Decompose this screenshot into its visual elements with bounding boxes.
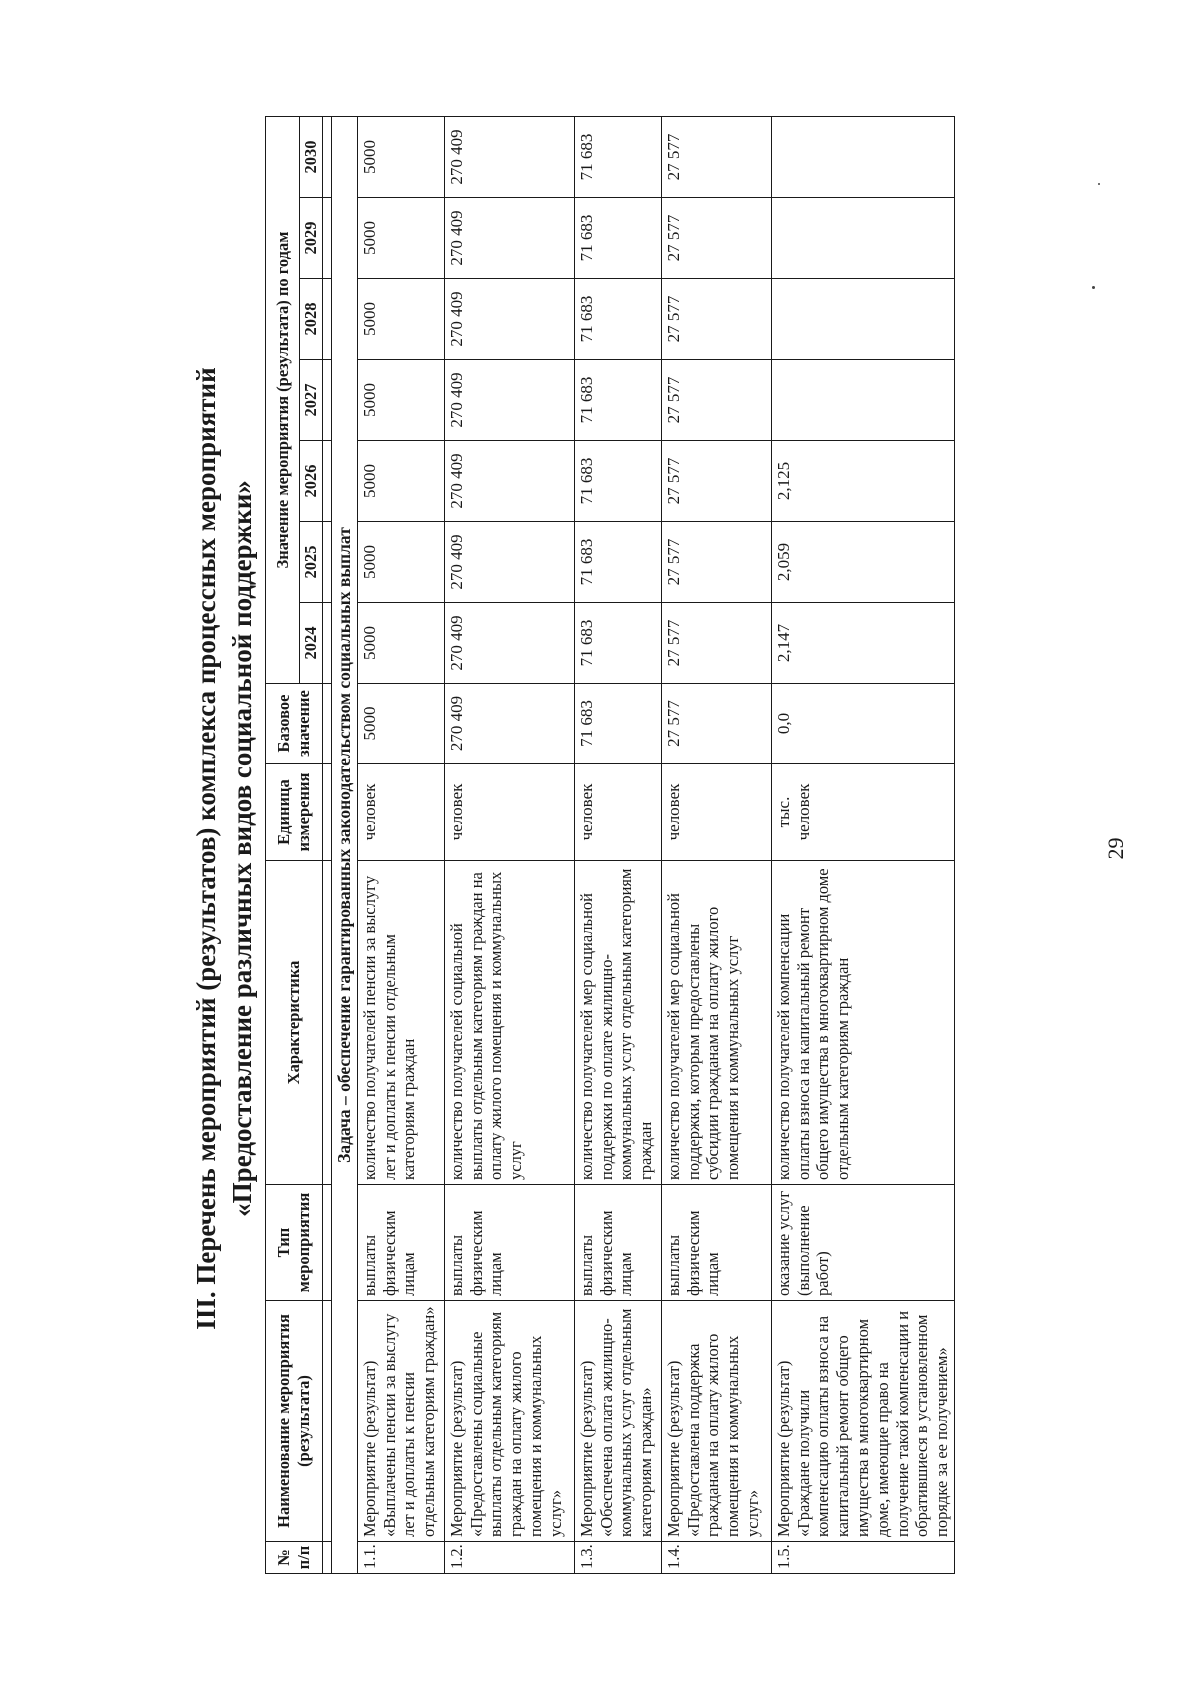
row-year-value bbox=[771, 116, 954, 197]
measures-table bbox=[265, 116, 955, 1574]
empty-cell bbox=[322, 360, 331, 441]
empty-cell bbox=[322, 684, 331, 764]
row-year-value: 71 683 bbox=[574, 360, 661, 441]
row-year-value: 5000 bbox=[357, 522, 444, 603]
row-type: выплаты физическим лицам bbox=[574, 1185, 661, 1301]
row-name: Мероприятие (результат) «Предоставлена поддержка гражданам на оплату жилого помещения и коммунальных услуг» bbox=[661, 1301, 771, 1542]
row-year-value: 71 683 bbox=[574, 441, 661, 522]
row-year-value: 71 683 bbox=[574, 279, 661, 360]
scan-speck bbox=[1092, 286, 1095, 289]
table-row bbox=[357, 116, 444, 1573]
row-name: Мероприятие (результат) «Обеспечена оплата жилищно-коммунальных услуг отдельным категориям граждан» bbox=[574, 1301, 661, 1542]
task-row bbox=[331, 116, 357, 1573]
row-number: 1.3. bbox=[574, 1542, 661, 1574]
page-subtitle: «Предоставление различных видов социальной поддержки» bbox=[227, 480, 257, 1217]
header-name: Наименование мероприятия (результата) bbox=[266, 1301, 323, 1542]
empty-cell bbox=[322, 603, 331, 684]
header-year: 2024 bbox=[300, 603, 323, 684]
header-year: 2029 bbox=[300, 198, 323, 279]
empty-cell bbox=[322, 764, 331, 861]
row-number: 1.5. bbox=[771, 1542, 954, 1574]
row-base-value: 0,0 bbox=[771, 684, 954, 764]
row-number: 1.1. bbox=[357, 1542, 444, 1574]
row-year-value: 27 577 bbox=[661, 116, 771, 197]
header-type: Тип мероприятия bbox=[266, 1185, 323, 1301]
row-characteristic: количество получателей пенсии за выслугу лет и доплаты к пенсии отдельным категориям граждан bbox=[357, 861, 444, 1185]
row-type: оказание услуг (выполнение работ) bbox=[771, 1185, 954, 1301]
row-year-value: 270 409 bbox=[444, 198, 574, 279]
header-base-value: Базовое значение bbox=[266, 684, 323, 764]
header-values-by-year: Значение мероприятия (результата) по годам bbox=[266, 116, 300, 683]
row-unit: человек bbox=[444, 764, 574, 861]
empty-cell bbox=[322, 198, 331, 279]
row-type: выплаты физическим лицам bbox=[444, 1185, 574, 1301]
row-year-value: 71 683 bbox=[574, 603, 661, 684]
row-type: выплаты физическим лицам bbox=[661, 1185, 771, 1301]
row-year-value: 27 577 bbox=[661, 441, 771, 522]
row-unit: человек bbox=[357, 764, 444, 861]
row-base-value: 5000 bbox=[357, 684, 444, 764]
row-year-value: 27 577 bbox=[661, 603, 771, 684]
row-year-value: 27 577 bbox=[661, 198, 771, 279]
empty-cell bbox=[322, 522, 331, 603]
row-characteristic: количество получателей мер социальной поддержки, которым предоставлены субсидии гражданам на оплату жилого помещения и коммунальных услуг bbox=[661, 861, 771, 1185]
row-characteristic: количество получателей компенсации оплаты взноса на капитальный ремонт общего имущества в многоквартирном доме отдельным категориям граждан bbox=[771, 861, 954, 1185]
empty-cell bbox=[322, 1185, 331, 1301]
row-year-value bbox=[771, 198, 954, 279]
row-year-value: 5000 bbox=[357, 360, 444, 441]
row-year-value: 71 683 bbox=[574, 198, 661, 279]
header-characteristic: Характеристика bbox=[266, 861, 323, 1185]
row-year-value: 5000 bbox=[357, 116, 444, 197]
empty-cell bbox=[322, 116, 331, 197]
row-year-value bbox=[771, 360, 954, 441]
row-name: Мероприятие (результат) «Граждане получили компенсацию оплаты взноса на капитальный ремонт общего имущества в многоквартирном доме, имеющие право на получение такой компенсации и обратившиеся в установленном порядке за ее получением» bbox=[771, 1301, 954, 1542]
row-characteristic: количество получателей социальной выплаты отдельным категориям граждан на оплату жилого помещения и коммунальных услуг bbox=[444, 861, 574, 1185]
row-base-value: 71 683 bbox=[574, 684, 661, 764]
table-row bbox=[661, 116, 771, 1573]
row-year-value: 270 409 bbox=[444, 603, 574, 684]
row-year-value: 270 409 bbox=[444, 522, 574, 603]
row-year-value: 27 577 bbox=[661, 522, 771, 603]
row-number: 1.2. bbox=[444, 1542, 574, 1574]
scan-speck bbox=[1098, 183, 1100, 185]
empty-cell bbox=[322, 279, 331, 360]
header-num: № п/п bbox=[266, 1542, 323, 1574]
page-title: III. Перечень мероприятий (результатов) комплекса процессных мероприятий bbox=[191, 367, 221, 1330]
empty-cell bbox=[322, 1542, 331, 1574]
row-year-value bbox=[771, 279, 954, 360]
row-base-value: 270 409 bbox=[444, 684, 574, 764]
row-characteristic: количество получателей мер социальной поддержки по оплате жилищно-коммунальных услуг отдельным категориям граждан bbox=[574, 861, 661, 1185]
row-year-value: 270 409 bbox=[444, 116, 574, 197]
row-year-value: 270 409 bbox=[444, 360, 574, 441]
header-year: 2026 bbox=[300, 441, 323, 522]
row-year-value: 270 409 bbox=[444, 279, 574, 360]
table-row bbox=[444, 116, 574, 1573]
row-unit: тыс. человек bbox=[771, 764, 954, 861]
row-name: Мероприятие (результат) «Предоставлены социальные выплаты отдельным категориям граждан на оплату жилого помещения и коммунальных услуг» bbox=[444, 1301, 574, 1542]
row-year-value: 5000 bbox=[357, 441, 444, 522]
row-year-value: 5000 bbox=[357, 279, 444, 360]
spacer-row bbox=[322, 116, 331, 1573]
empty-cell bbox=[322, 1301, 331, 1542]
page-number: 29 bbox=[1103, 837, 1128, 860]
row-base-value: 27 577 bbox=[661, 684, 771, 764]
row-unit: человек bbox=[574, 764, 661, 861]
header-unit: Единица измерения bbox=[266, 764, 323, 861]
row-year-value: 5000 bbox=[357, 198, 444, 279]
row-type: выплаты физическим лицам bbox=[357, 1185, 444, 1301]
empty-cell bbox=[322, 861, 331, 1185]
row-year-value: 2,059 bbox=[771, 522, 954, 603]
table-row bbox=[771, 116, 954, 1573]
header-year: 2030 bbox=[300, 116, 323, 197]
row-name: Мероприятие (результат) «Выплачены пенсии за выслугу лет и доплаты к пенсии отдельным категориям граждан» bbox=[357, 1301, 444, 1542]
row-year-value: 27 577 bbox=[661, 279, 771, 360]
table-row bbox=[574, 116, 661, 1573]
row-year-value: 270 409 bbox=[444, 441, 574, 522]
header-year: 2027 bbox=[300, 360, 323, 441]
row-year-value: 2,125 bbox=[771, 441, 954, 522]
row-year-value: 2,147 bbox=[771, 603, 954, 684]
row-year-value: 5000 bbox=[357, 603, 444, 684]
header-year: 2025 bbox=[300, 522, 323, 603]
row-number: 1.4. bbox=[661, 1542, 771, 1574]
row-unit: человек bbox=[661, 764, 771, 861]
task-title: Задача – обеспечение гарантированных законодательством социальных выплат bbox=[331, 116, 357, 1573]
row-year-value: 71 683 bbox=[574, 116, 661, 197]
row-year-value: 71 683 bbox=[574, 522, 661, 603]
empty-cell bbox=[322, 441, 331, 522]
header-year: 2028 bbox=[300, 279, 323, 360]
row-year-value: 27 577 bbox=[661, 360, 771, 441]
